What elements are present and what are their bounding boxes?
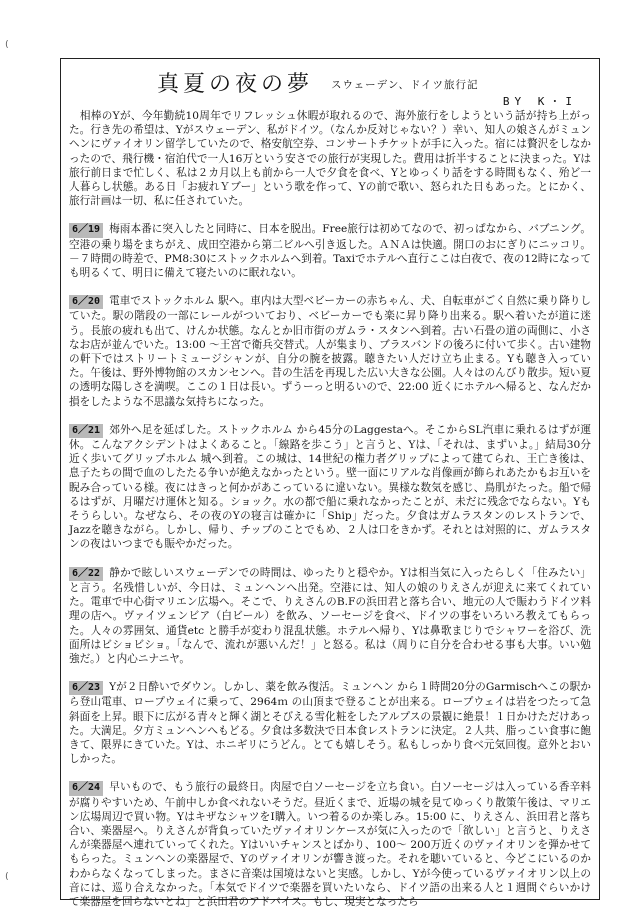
paragraph-text: 相棒のYが、今年勤続10周年でリフレッシュ休暇が取れるので、海外旅行をしようという話が持ち上がった。行き先の希望は、Yがスウェーデン、私がドイツ。（なんか反対じゃない？）幸い、知人の娘さんがミュンヘンにヴァイオリン留学していたので、格安航空券、コンサートチケットが手に入った。宿には贅沢をしなかったので、飛行機・宿泊代で一人16万という安さでの旅行が実現した。費用は折半することに決まった。Yは旅行前日まで忙しく、私は２カ月以上も前から一人で夕食を食べ、Yとゆっくり話をする時間もなく、殆ど一人暮らし状態。ある日「お疲れＹブー」という歌を作って、Yの前で歌い、怒られた日もあった。とにかく、旅行計画は一切、私に任されていた。 (69, 110, 592, 208)
article-frame (60, 58, 600, 908)
paragraph-text: 静かで眩しいスウェーデンでの時間は、ゆったりと穏やか。Yは相当気に入ったらしく「住みたい」と言う。名残惜しいが、今日は、ミュンヘンへ出発。空港には、知人の娘のりえさんが迎えに来てくれていた。電車で中心街マリエン広場へ。そこで、りえさんのB.Fの浜田君と落ち合い、地元の人で賑わうドイツ料理の店へ。ヴァイツェンビア（白ビール）を飲み、ソーセージを食べ、ドイツの事をいろいろ教えてもらった。人々の雰囲気、通貨etc と勝手が変わり混乱状態。ホテルへ帰り、Yは鼻歌まじりでシャワーを浴び、洗面所はビショビショ。「なんで、流れが悪いんだ！」と怒る。私は（周りに自分を合わせる事も大事。いい勉強だ。）と内心ニナニヤ。 (69, 566, 591, 665)
author-byline: BY K・I (502, 95, 577, 108)
paragraph (69, 680, 591, 766)
paragraph-text: 電車でストックホルム 駅へ。車内は大型ベビーカーの赤ちゃん、犬、自転車がごく自然に乗り降りしていた。駅の階段の一部にレールがついており、ベビーカーでも楽に昇り降り出来る。駅へ着いたが道に迷う。長旅の疲れも出て、けんか状態。なんとか旧市街のガムラ・スタンへ到着。古い石畳の道の両側に、小さなお店が並んでいた。13:00 ～王宮で衛兵交替式。人が集まり、ブラスバンドの後ろに付いて歩く。古い建物の軒下ではストリートミュージシャンが、自分の腕を披露。聴きたい人だけ立ち止まる。Yも聴き入っていた。午後は、野外博物館のスカンセンへ。昔の生活を再現した広い大きな公園。人々はのんびり散歩。短い夏の透明な陽しさを満喫。ここの１日は長い。ずうーっと明るいので、22:00 近くにホテルへ帰ると、なんだか損をしたような不思議な気持ちになった。 (69, 295, 591, 408)
paragraph (69, 222, 591, 280)
paragraph (69, 109, 591, 208)
article-title: 真夏の夜の夢 (157, 72, 314, 97)
date-label: 6／23 (69, 681, 103, 695)
page-mark-top: ( (4, 40, 10, 50)
paragraph (69, 294, 591, 409)
page-mark-bottom: ( (4, 872, 10, 882)
section-day (69, 294, 591, 409)
section-day (69, 680, 591, 766)
date-label: 6／19 (69, 223, 103, 237)
paragraph (69, 780, 591, 909)
date-label: 6／24 (69, 781, 103, 795)
paragraph-text: 梅雨本番に突入したと同時に、日本を脱出。Free旅行は初めてなので、初っぱなから、バブニング。空港の乗り場をまちがえ、成田空港から第二ビルへ引き返した。ＡＮＡは快適。開口のおにぎりにニッコリ。－７時間の時差で、PM8:30にストックホルムへ到着。Taxiでホテルへ直行ここは白夜で、夜の12時になっても明るくて、明日に備えて寝たいのに眠れない。 (69, 223, 591, 280)
section-day (69, 780, 591, 909)
date-label: 6／21 (69, 424, 103, 438)
section-intro (69, 109, 591, 208)
article-subtitle: スウェーデン、ドイツ旅行記 (331, 79, 479, 91)
paragraph-text: 郊外へ足を延ばした。ストックホルム から45分のLaggestaへ。そこからSL汽車に乗れるはずが運休。こんなアクシデントはよくあること。「線路を歩こう」と言うと、Yは、「それは、まずいよ。」結局30分近く歩いてグリップホルム 城へ到着。この城は、14世紀の権力者グリップによって建てられ、王亡き後は、息子たちの間で血のしたたる争いが絶えなかったという。壁一面にリアルな肖像画が飾られあたかもお互いを睨み合っている様。夜にはきっと何かがあこっているに違いない。異様な数気を感じ、鳥肌がたった。船で帰るはずが、月曜だけ運休と知る。ショック。水の都で船に乗れなかったことが、未だに残念でならない。Yもそうらしい。なぜなら、その夜のYの寝言は確かに「Ship」だった。夕食はガムラスタンのレストランで、Jazzを聴きながら。しかし、帰り、チップのことでもめ、２人は口をきかず。それとは対照的に、ガムラスタンの夜はいつまでも賑やかだった。 (69, 423, 591, 551)
section-day (69, 566, 591, 666)
paragraph-text: 早いもので、もう旅行の最終日。肉屋で白ソーセージを立ち食い。白ソーセージは入っている香辛料が腐りやすいため、午前中しか食べれないそうだ。昼近くまで、近場の城を見てゆっくり散策午後は、マリエン広場周辺で買い物。YはキザなシャツをI購入。いつ着るのか楽しみ。15:00 に、りえさん、浜田君と落ち合い、楽器屋へ。りえさんが背負っていたヴァイオリンケースが気に入ったので「欲しい」と言うと、りえさんが楽器屋へ連れていってくれた。Yはいいチャンスとばかり、100～ 200万近くのヴァイオリンを弾かせてもらった。ミュンヘンの楽器屋で、Yのヴァイオリンが響き渡った。それを聴いていると、今どこにいるのかわからなくなってしまった。まさに音楽は国境はないと実感。しかし、Yが今使っているヴァイオリン以上の音には、巡り合えなかった。「本気でドイツで楽器を買いたいなら、ドイツ語の出来る人と１週間ぐらいかけて楽器屋を回らないとね」と浜田君のアドバイス。もし、現実となったら (69, 781, 591, 908)
article-body (69, 109, 592, 908)
date-label: 6／20 (69, 295, 103, 309)
date-label: 6／22 (69, 567, 103, 581)
section-day (69, 423, 591, 552)
paragraph (69, 423, 591, 552)
section-day (69, 222, 591, 280)
article-header (61, 59, 599, 109)
paragraph (69, 566, 591, 666)
paragraph-text: Yが２日酔いでダウン。しかし、薬を飲み復活。ミュンヘン から１時間20分のGarmischへこの駅から登山電車、ロープウェイに乗って、2964ｍ の山頂まで登ることが出来る。ロープウェイは岩をつたって急斜面を上昇。眼下に広がる青々と輝く湖とそびえる雪化粧をしたアルプスの景観に絶景！１日かけただけあった。大満足。夕方ミュンヘンへもどる。夕食は多数決で日本食レストランに決定。２人共、脂っこい食事に飽きて、限界にきていた。Yは、ホニギリにうどん。とても嬉しそう。私もしっかり食べ元気回復。意外とおいしかった。 (69, 681, 591, 766)
